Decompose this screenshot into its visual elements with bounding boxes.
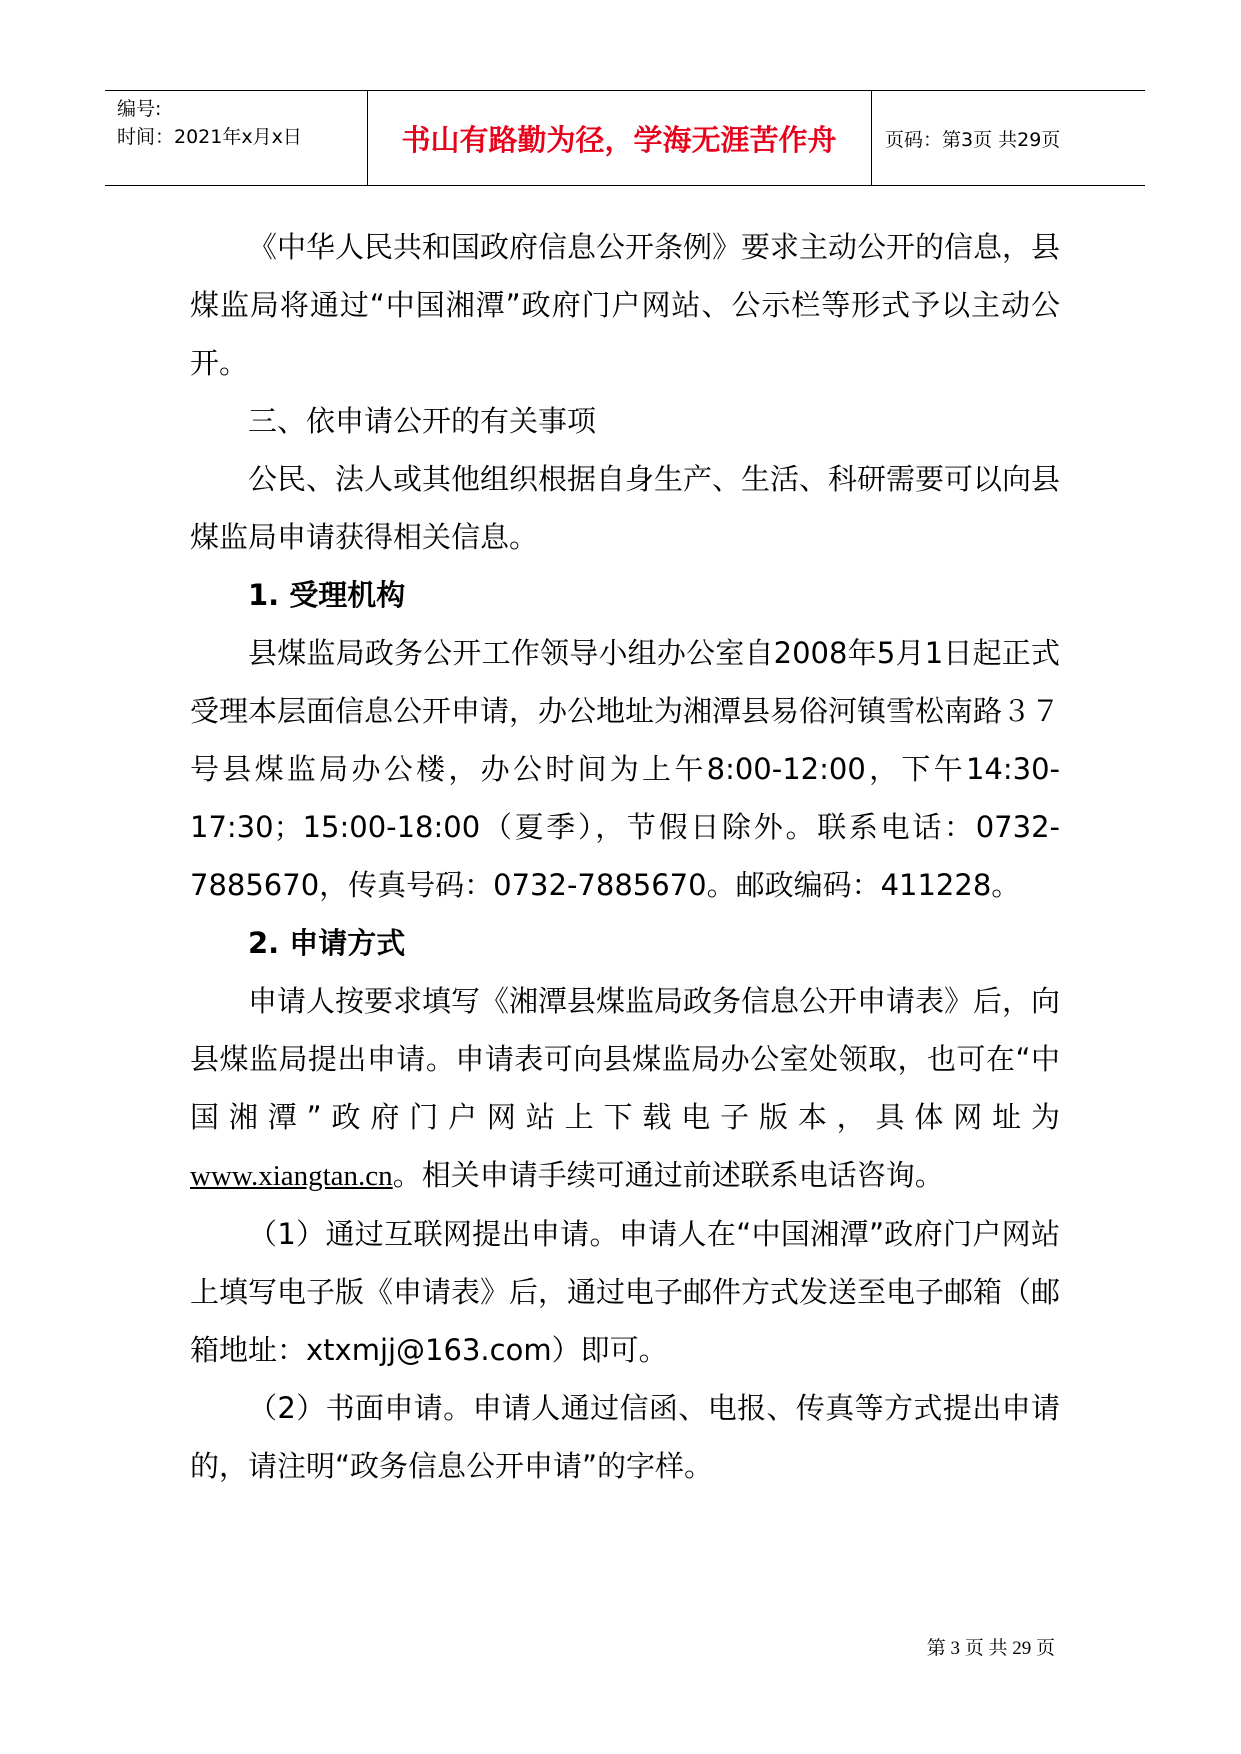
header-divider-right (871, 91, 872, 185)
paragraph-online-application: （1）通过互联网提出申请。申请人在“中国湘潭”政府门户网站上填写电子版《申请表》后，通过电子邮件方式发送至电子邮箱（邮箱地址：xtxmjj@163.com）即可。 (190, 1217, 1061, 1367)
paragraph-application-intro: 公民、法人或其他组织根据自身生产、生活、科研需要可以向县煤监局申请获得相关信息。 (190, 462, 1061, 554)
subheading-acceptance-agency: 1. 受理机构 (248, 578, 406, 612)
header-motto: 书山有路勤为径，学海无涯苦作舟 (401, 122, 837, 157)
time-label: 时间：2021年x月x日 (117, 126, 302, 148)
application-method-text-end: 。相关申请手续可通过前述联系电话咨询。 (392, 1158, 944, 1192)
page-footer: 第 3 页 共 29 页 (926, 1638, 1055, 1659)
header-page-number: 页码：第3页 共29页 (885, 128, 1061, 151)
document-body (190, 218, 1060, 1495)
header-divider-left (367, 91, 368, 185)
header-meta (117, 95, 367, 151)
section-heading-3: 三、依申请公开的有关事项 (248, 404, 597, 438)
paragraph-active-disclosure: 《中华人民共和国政府信息公开条例》要求主动公开的信息，县煤监局将通过“中国湘潭”政府门户网站、公示栏等形式予以主动公开。 (190, 230, 1061, 380)
paragraph-acceptance-agency: 县煤监局政务公开工作领导小组办公室自2008年5月1日起正式受理本层面信息公开申请，办公地址为湘潭县易俗河镇雪松南路３７号县煤监局办公楼，办公时间为上午8:00-12:00，下午14:30-17:30；15:00-18:00（夏季），节假日除外。联系电话：0732-7885670，传真号码：0732-7885670。邮政编码：411228。 (190, 636, 1061, 902)
website-link[interactable]: www.xiangtan.cn (190, 1160, 393, 1192)
paragraph-application-method (190, 972, 1060, 1205)
header-table (105, 90, 1145, 186)
application-method-text: 申请人按要求填写《湘潭县煤监局政务信息公开申请表》后，向县煤监局提出申请。申请表可向县煤监局办公室处领取，也可在“中国湘潭”政府门户网站上下载电子版本，具体网址为 (190, 984, 1061, 1134)
number-label: 编号: (117, 98, 162, 120)
subheading-application-method: 2. 申请方式 (248, 926, 406, 960)
paragraph-written-application: （2）书面申请。申请人通过信函、电报、传真等方式提出申请的，请注明“政务信息公开申请”的字样。 (190, 1391, 1060, 1483)
